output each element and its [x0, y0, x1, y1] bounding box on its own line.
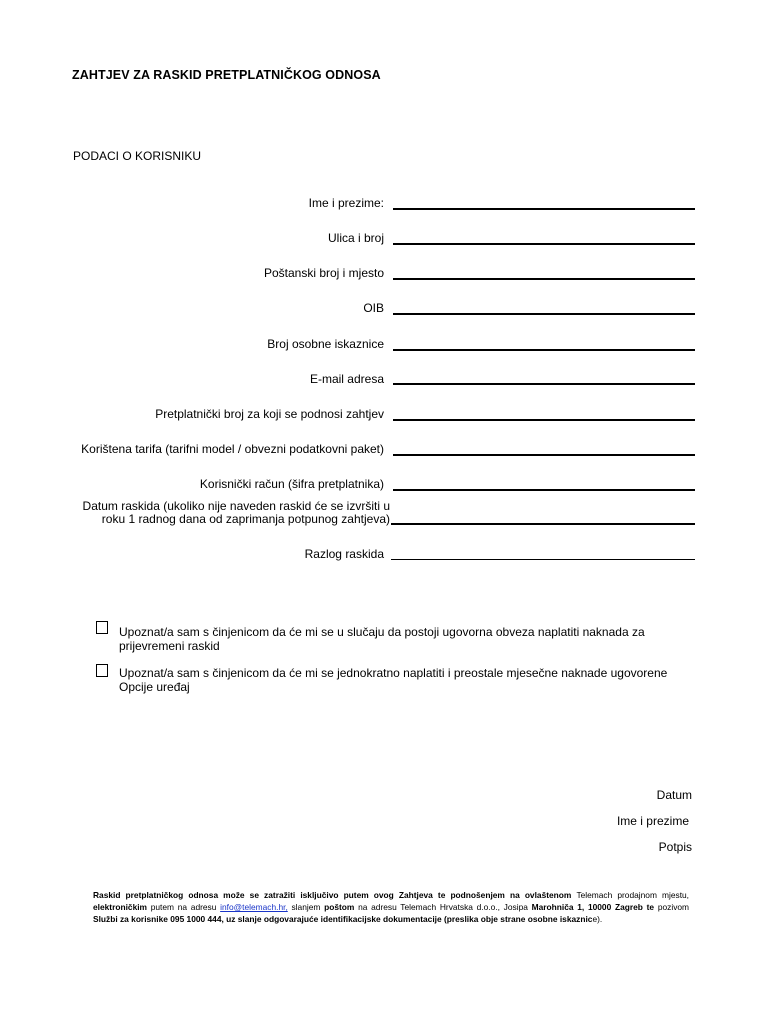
label-email: E-mail adresa [309, 372, 384, 386]
label-koristena-tarifa: Korištena tarifa (tarifni model / obvezni podatkovni paket) [81, 442, 384, 456]
input-ime-prezime[interactable] [393, 208, 695, 210]
label-datum-raskida-1: Datum raskida (ukoliko nije naveden raskid će se izvršiti u [82, 499, 390, 513]
input-oib[interactable] [393, 313, 695, 315]
signature-sign-label: Potpis [658, 840, 692, 854]
footer-part6: poštom [324, 902, 355, 912]
input-email[interactable] [393, 383, 695, 385]
input-datum-raskida[interactable] [391, 523, 695, 525]
label-ime-prezime: Ime i prezime: [308, 196, 384, 210]
label-razlog-raskida: Razlog raskida [304, 547, 384, 561]
checkbox-preostale-naknade[interactable] [96, 664, 108, 677]
section-heading: PODACI O KORISNIKU [73, 149, 202, 163]
label-oib: OIB [363, 301, 384, 315]
input-ulica-broj[interactable] [393, 243, 695, 245]
input-pretplatnicki-broj[interactable] [393, 419, 695, 421]
footer-part1: Raskid pretplatničkog odnosa može se zatražiti isključivo putem ovog Zahtjeva te podnošenjem na ovlaštenom [93, 890, 577, 900]
footer-part3: elektroničkim [93, 902, 147, 912]
footer-note [93, 889, 689, 925]
input-koristena-tarifa[interactable] [393, 454, 695, 456]
footer-part2: Telemach prodajnom mjestu, [576, 890, 690, 900]
footer-part5: slanjem [287, 902, 325, 912]
signature-name-label: Ime i prezime [616, 814, 689, 828]
label-postanski-broj: Poštanski broj i mjesto [263, 266, 384, 280]
footer-email-link[interactable]: info@telemach.hr, [220, 902, 288, 912]
label-ulica-broj: Ulica i broj [327, 231, 384, 245]
input-postanski-broj[interactable] [393, 278, 695, 280]
checkbox-prijevremeni-raskid[interactable] [96, 621, 108, 634]
footer-part8: Marohniča 1, 10000 Zagreb te [531, 902, 655, 912]
signature-date-label: Datum [656, 788, 692, 802]
form-title: ZAHTJEV ZA RASKID PRETPLATNIČKOG ODNOSA [72, 68, 381, 82]
label-pretplatnicki-broj: Pretplatnički broj za koji se podnosi zahtjev [155, 407, 384, 421]
label-korisnicki-racun: Korisnički račun (šifra pretplatnika) [199, 477, 384, 491]
checkbox-text-2: Upoznat/a sam s činjenicom da će mi se jednokratno naplatiti i preostale mjesečne naknade ugovorene Opcije uređaj [119, 666, 668, 694]
label-osobna-iskaznica: Broj osobne iskaznice [267, 337, 384, 351]
input-korisnicki-racun[interactable] [393, 489, 695, 491]
footer-part7: na adresu Telemach Hrvatska d.o.o., Josipa [354, 902, 532, 912]
checkbox-text-1: Upoznat/a sam s činjenicom da će mi se u slučaju da postoji ugovorna obveza naplatiti naknada za prijevremeni raskid [119, 625, 645, 653]
footer-part11: e). [592, 914, 603, 924]
footer-part10: Službi za korisnike 095 1000 444, uz slanje odgovarajuće identifikacijske dokumentacije (preslika obje strane osobne iskaznic [93, 914, 593, 924]
input-razlog-raskida[interactable] [391, 559, 695, 560]
label-datum-raskida-2: roku 1 radnog dana od zaprimanja potpunog zahtjeva) [101, 512, 390, 526]
footer-part4: putem na adresu [147, 902, 221, 912]
input-osobna-iskaznica[interactable] [393, 349, 695, 351]
footer-part9: pozivom [654, 902, 690, 912]
